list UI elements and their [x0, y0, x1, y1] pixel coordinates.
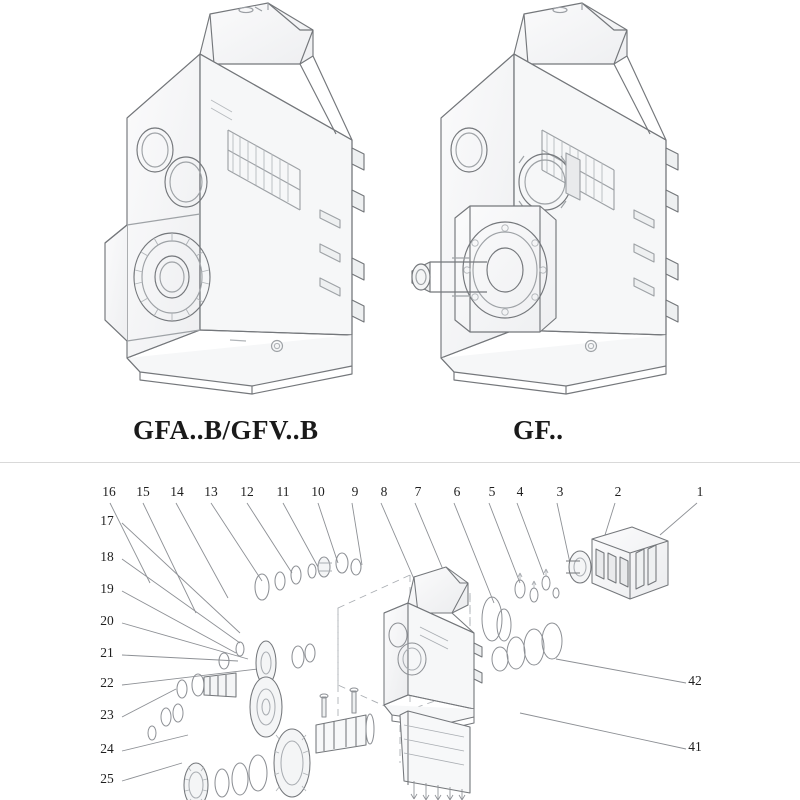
callout-2: 2: [614, 484, 622, 499]
callout-42: 42: [688, 673, 702, 688]
leader-lines-left: [122, 523, 258, 781]
callout-7: 7: [414, 484, 422, 499]
callout-25: 25: [100, 771, 114, 786]
callout-41: 41: [688, 739, 702, 754]
callout-18: 18: [100, 549, 114, 564]
callout-13: 13: [204, 484, 218, 499]
shaft-and-gear-parts: [177, 553, 374, 800]
callout-19: 19: [100, 581, 114, 596]
callout-5: 5: [488, 484, 496, 499]
callout-23: 23: [100, 707, 114, 722]
callout-14: 14: [170, 484, 184, 499]
leader-lines-right: [520, 659, 686, 749]
callout-4: 4: [516, 484, 524, 499]
callout-6: 6: [453, 484, 461, 499]
callout-15: 15: [136, 484, 150, 499]
caption-gf: GF..: [513, 415, 564, 445]
view-right-gf: [412, 3, 678, 394]
callout-22: 22: [100, 675, 114, 690]
view-left-gfab: [105, 3, 364, 394]
caption-gfab: GFA..B/GFV..B: [133, 415, 319, 445]
callout-20: 20: [100, 613, 114, 628]
callout-24: 24: [100, 741, 114, 756]
ring-parts-right: [482, 569, 562, 671]
callout-3: 3: [556, 484, 564, 499]
callout-1: 1: [696, 484, 704, 499]
callout-21: 21: [100, 645, 114, 660]
callout-8: 8: [380, 484, 388, 499]
callout-10: 10: [311, 484, 325, 499]
callout-9: 9: [351, 484, 359, 499]
callout-12: 12: [240, 484, 254, 499]
callout-16: 16: [102, 484, 116, 499]
callout-17: 17: [100, 513, 114, 528]
housing-part: [384, 567, 482, 729]
motor-adapter-part: [566, 527, 668, 599]
housing-lower-part: [400, 711, 470, 800]
callout-11: 11: [276, 484, 290, 499]
left-small-parts: [148, 704, 183, 740]
exploded-parts-diagram: [0, 463, 800, 800]
exploded-assembly-view: [0, 463, 800, 800]
